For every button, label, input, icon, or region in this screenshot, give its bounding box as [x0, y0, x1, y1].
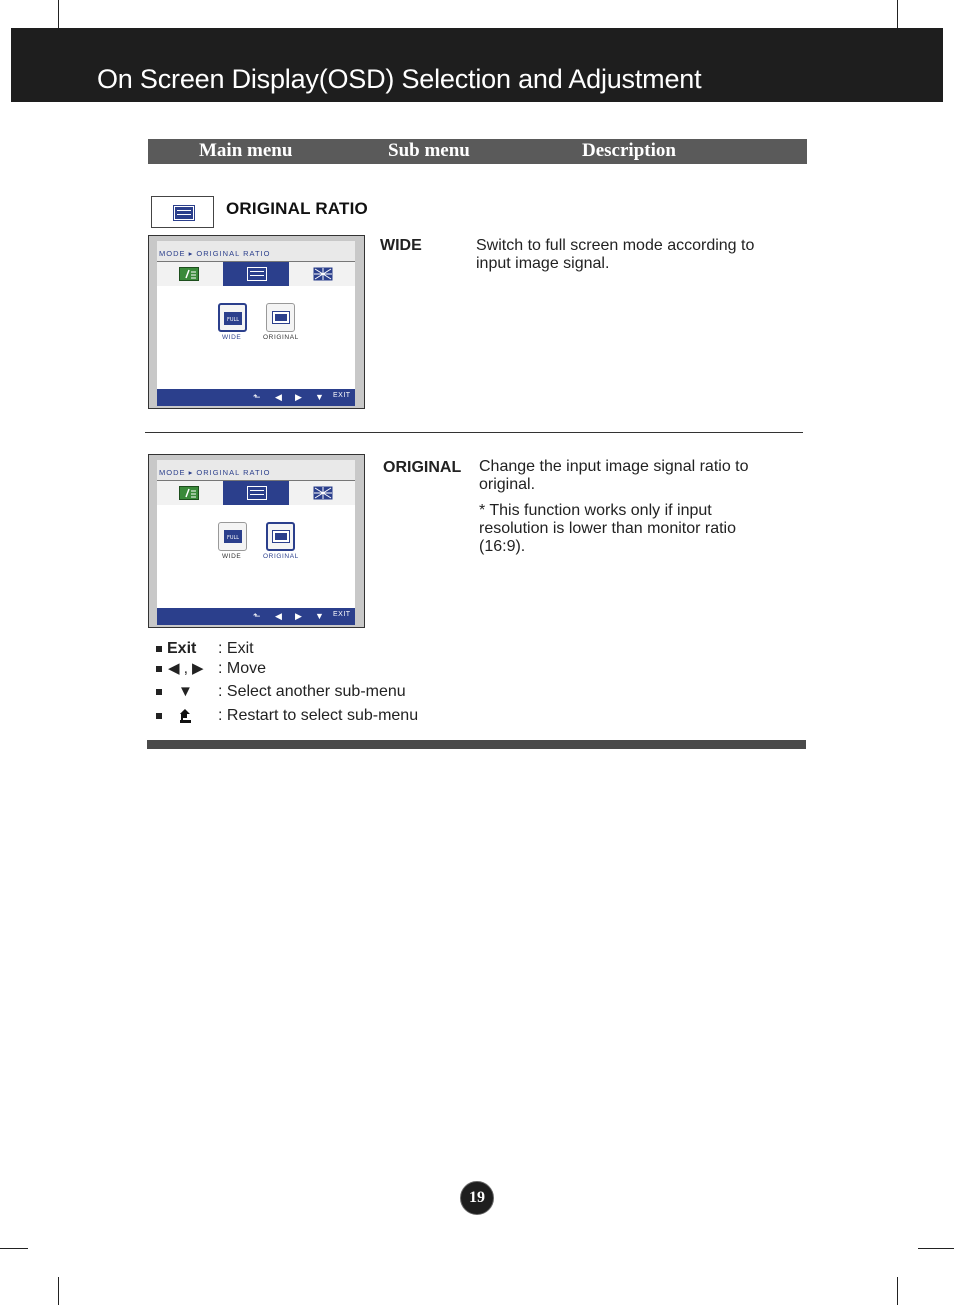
description-original: Change the input image signal ratio to original.: [479, 458, 749, 493]
left-arrow-icon: ◀: [275, 392, 282, 402]
bottom-bar: [147, 740, 806, 749]
bullet: [156, 646, 162, 652]
section-divider: [145, 432, 803, 433]
legend-move: [156, 659, 456, 679]
bullet: [156, 713, 162, 719]
option-original-label: ORIGINAL: [263, 334, 299, 341]
option-wide[interactable]: [218, 303, 247, 332]
osd-tab-original-ratio[interactable]: [223, 262, 289, 286]
option-wide[interactable]: [218, 522, 247, 551]
legend-text-move: : Move: [218, 660, 267, 677]
osd-tab-picture[interactable]: [157, 262, 223, 286]
section-title: ORIGINAL RATIO: [226, 199, 368, 218]
legend-text-exit: : Exit: [218, 640, 254, 657]
bullet: [156, 689, 162, 695]
osd-footer: [157, 608, 355, 625]
svg-text:FULL: FULL: [226, 535, 240, 541]
picture-mode-icon: [179, 267, 199, 281]
crop-mark: [918, 1248, 954, 1249]
osd-panel: [157, 460, 355, 625]
original-ratio-icon: [247, 486, 267, 500]
option-wide-label: WIDE: [222, 334, 242, 341]
crop-mark: [0, 1248, 28, 1249]
reset-icon: [313, 486, 333, 500]
option-original-label: ORIGINAL: [263, 553, 299, 560]
restart-icon: ⬑: [253, 611, 261, 621]
reset-icon: [313, 267, 333, 281]
legend-key-exit: Exit: [167, 640, 197, 657]
page-number: 19: [460, 1181, 494, 1215]
osd-screen-original: [148, 454, 365, 628]
sub-menu-wide: WIDE: [380, 237, 422, 254]
osd-breadcrumb: MODE ▸ ORIGINAL RATIO: [159, 468, 271, 477]
svg-text:FULL: FULL: [226, 317, 240, 323]
osd-body: [157, 505, 355, 608]
osd-tab-reset[interactable]: [289, 481, 355, 505]
osd-tab-picture[interactable]: [157, 481, 223, 505]
main-menu-icon-box: [151, 196, 214, 228]
exit-label[interactable]: EXIT: [333, 611, 351, 618]
crop-mark: [897, 0, 898, 28]
description-original-note: * This function works only if input resolution is lower than monitor ratio (16:9).: [479, 502, 737, 555]
original-ratio-icon: [174, 206, 194, 220]
sub-menu-original: ORIGINAL: [383, 459, 462, 476]
column-sub-menu: Sub menu: [388, 140, 470, 161]
left-arrow-icon: ◀: [275, 611, 282, 621]
description-wide: Switch to full screen mode according to input image signal.: [476, 237, 755, 272]
legend-select: [156, 682, 456, 702]
osd-tab-bar: [157, 261, 355, 287]
legend-key-select: ▼: [178, 683, 193, 700]
column-description: Description: [582, 140, 676, 161]
crop-mark: [58, 0, 59, 28]
legend-text-restart: : Restart to select sub-menu: [218, 707, 419, 724]
down-arrow-icon: ▼: [315, 392, 324, 402]
wide-icon: [224, 312, 242, 325]
osd-panel: [157, 241, 355, 406]
option-original[interactable]: [266, 303, 295, 332]
wide-icon: [224, 530, 242, 543]
original-icon: [272, 530, 290, 543]
restart-icon: ⬑: [253, 392, 261, 402]
osd-tab-bar: [157, 480, 355, 506]
option-original[interactable]: [266, 522, 295, 551]
osd-tab-original-ratio[interactable]: [223, 481, 289, 505]
bullet: [156, 666, 162, 672]
crop-mark: [58, 1277, 59, 1305]
right-arrow-icon: ▶: [295, 392, 302, 402]
restart-icon: [177, 708, 193, 724]
legend-exit: [156, 639, 456, 659]
legend-key-move: ◀ , ▶: [168, 660, 204, 677]
osd-footer: [157, 389, 355, 406]
legend-restart: [156, 706, 456, 726]
original-icon: [272, 311, 290, 324]
column-main-menu: Main menu: [199, 140, 293, 161]
osd-screen-wide: [148, 235, 365, 409]
right-arrow-icon: ▶: [295, 611, 302, 621]
exit-label[interactable]: EXIT: [333, 392, 351, 399]
osd-tab-reset[interactable]: [289, 262, 355, 286]
original-ratio-icon: [247, 267, 267, 281]
crop-mark: [897, 1277, 898, 1305]
page-title: On Screen Display(OSD) Selection and Adjustment: [97, 64, 702, 94]
osd-body: [157, 286, 355, 389]
legend-text-select: : Select another sub-menu: [218, 683, 406, 700]
option-wide-label: WIDE: [222, 553, 242, 560]
picture-mode-icon: [179, 486, 199, 500]
down-arrow-icon: ▼: [315, 611, 324, 621]
osd-breadcrumb: MODE ▸ ORIGINAL RATIO: [159, 249, 271, 258]
